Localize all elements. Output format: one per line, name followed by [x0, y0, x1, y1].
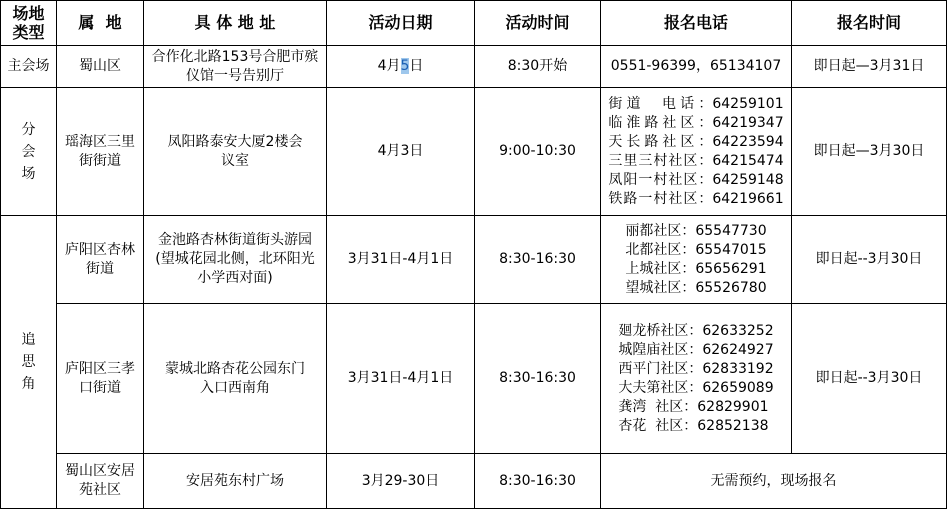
venue-type-memorial: 追思角 — [1, 216, 57, 509]
date-cell: 3月31日-4月1日 — [327, 216, 475, 304]
table-row-memorial-1 — [1, 216, 947, 304]
contact-list — [608, 95, 783, 209]
contact-item: 杏花 社区：62852138 — [618, 417, 769, 434]
phone-cell — [601, 304, 792, 454]
table-row-memorial-2 — [1, 304, 947, 454]
header-date: 活动日期 — [327, 1, 475, 46]
district-cell: 庐阳区三孝口街道 — [57, 304, 144, 454]
time-cell: 8:30-16:30 — [475, 454, 601, 509]
venue-type-branch: 分会场 — [1, 88, 57, 216]
header-row — [1, 1, 947, 46]
district-cell: 庐阳区杏林街道 — [57, 216, 144, 304]
contact-item: 西平门社区：62833192 — [618, 360, 774, 377]
contact-item: 临淮路社区：64219347 — [608, 114, 784, 131]
header-venue-type: 场地类型 — [1, 1, 57, 46]
district-cell: 瑶海区三里街街道 — [57, 88, 144, 216]
contact-item: 上城社区：65656291 — [625, 260, 767, 277]
contact-item: 街道 电话：64259101 — [608, 95, 784, 112]
contact-item: 廻龙桥社区：62633252 — [618, 322, 774, 339]
contact-list — [625, 222, 766, 298]
contact-item: 龚湾 社区：62829901 — [618, 398, 769, 415]
time-cell: 8:30-16:30 — [475, 216, 601, 304]
contact-item: 天长路社区：64223594 — [608, 133, 784, 150]
address-cell: 合作化北路153号合肥市殡仪馆一号告别厅 — [144, 46, 327, 88]
address-cell: 蒙城北路杏花公园东门入口西南角 — [144, 304, 327, 454]
date-cell: 3月31日-4月1日 — [327, 304, 475, 454]
contact-item: 凤阳一村社区：64259148 — [608, 171, 784, 188]
date-cell: 4月5日 — [327, 46, 475, 88]
phone-signup-cell: 无需预约，现场报名 — [601, 454, 947, 509]
signup-cell: 即日起--3月30日 — [792, 216, 947, 304]
venue-type-main: 主会场 — [1, 46, 57, 88]
date-cell: 4月3日 — [327, 88, 475, 216]
contact-item: 铁路一村社区：64219661 — [608, 190, 784, 207]
time-cell: 8:30-16:30 — [475, 304, 601, 454]
contact-item: 望城社区：65526780 — [625, 279, 767, 296]
contact-item: 北都社区：65547015 — [625, 241, 767, 258]
contact-item: 丽都社区：65547730 — [625, 222, 767, 239]
time-cell: 9:00-10:30 — [475, 88, 601, 216]
time-cell: 8:30开始 — [475, 46, 601, 88]
district-cell: 蜀山区 — [57, 46, 144, 88]
table-row-branch — [1, 88, 947, 216]
header-signup: 报名时间 — [792, 1, 947, 46]
phone-cell — [601, 88, 792, 216]
phone-cell — [601, 216, 792, 304]
address-cell: 凤阳路泰安大厦2楼会议室 — [144, 88, 327, 216]
table-row-main — [1, 46, 947, 88]
address-cell: 金池路杏林街道街头游园(望城花园北侧，北环阳光小学西对面) — [144, 216, 327, 304]
date-highlight: 5 — [400, 58, 410, 74]
contact-item: 三里三村社区：64215474 — [608, 152, 784, 169]
header-address: 具 体 地 址 — [144, 1, 327, 46]
signup-cell: 即日起--3月30日 — [792, 304, 947, 454]
address-cell: 安居苑东村广场 — [144, 454, 327, 509]
date-cell: 3月29-30日 — [327, 454, 475, 509]
contact-item: 城隍庙社区：62624927 — [618, 341, 774, 358]
table-row-memorial-3 — [1, 454, 947, 509]
contact-item: 大夫第社区：62659089 — [618, 379, 774, 396]
header-phone: 报名电话 — [601, 1, 792, 46]
phone-cell: 0551-96399，65134107 — [601, 46, 792, 88]
signup-cell: 即日起—3月31日 — [792, 46, 947, 88]
district-cell: 蜀山区安居苑社区 — [57, 454, 144, 509]
signup-cell: 即日起—3月30日 — [792, 88, 947, 216]
header-district: 属 地 — [57, 1, 144, 46]
contact-list — [618, 322, 773, 436]
header-time: 活动时间 — [475, 1, 601, 46]
